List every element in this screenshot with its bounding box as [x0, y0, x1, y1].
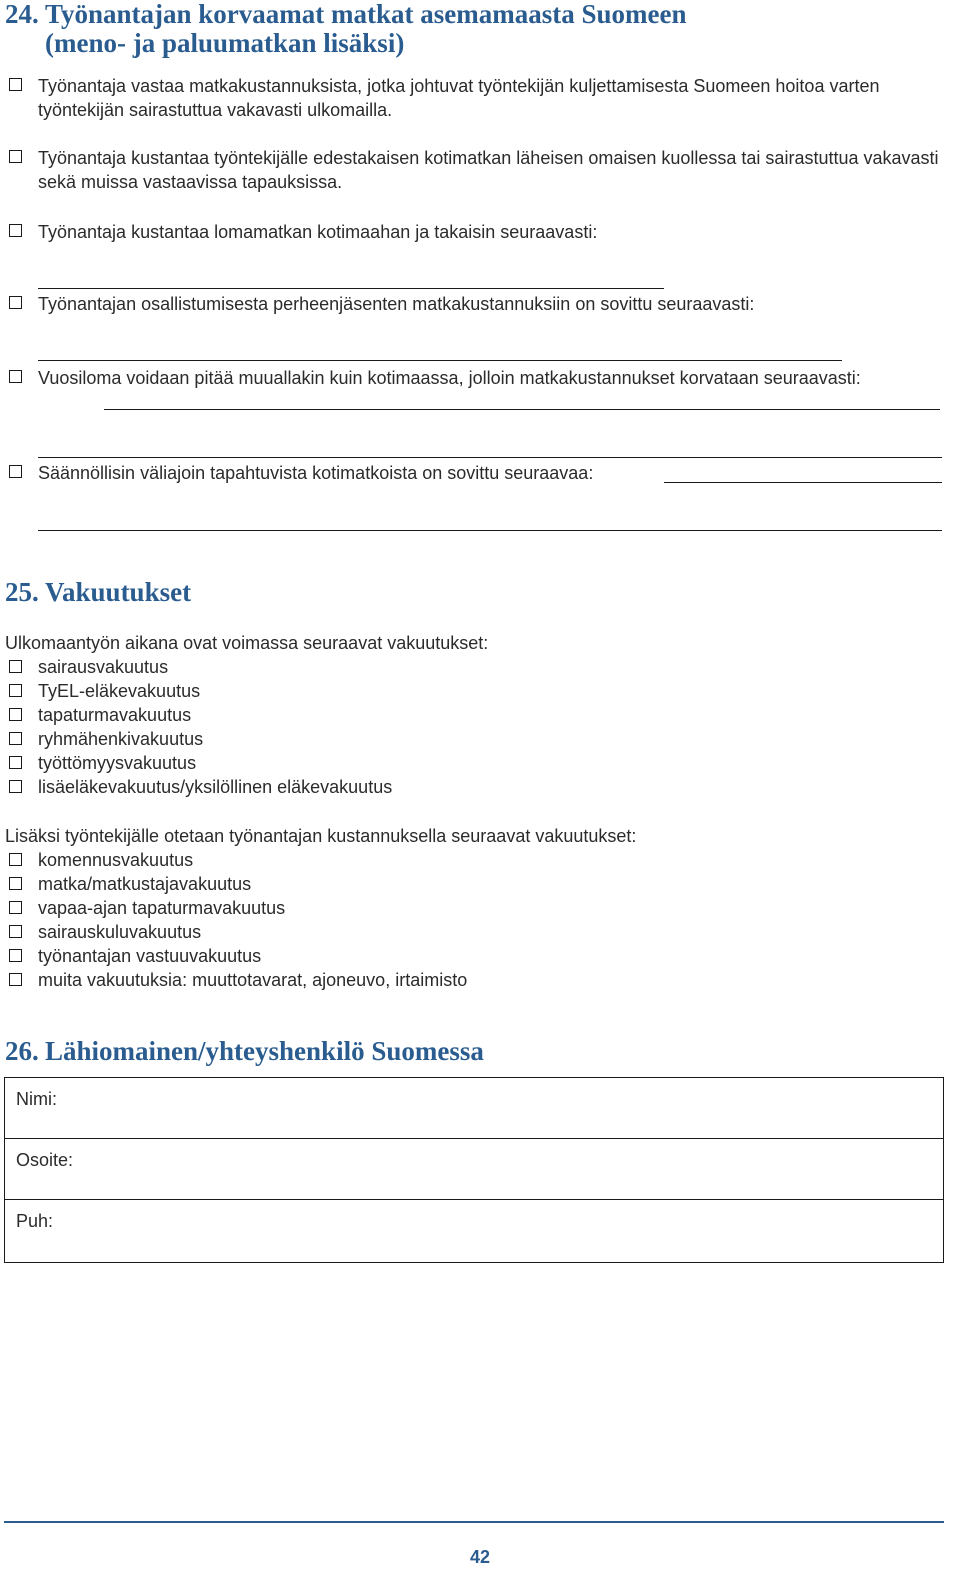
section-title: Vakuutukset	[45, 577, 192, 607]
section-number: 24.	[5, 0, 39, 29]
checkbox-label: ryhmähenkivakuutus	[38, 729, 204, 749]
list-item	[0, 944, 467, 968]
checkbox-label: sairausvakuutus	[38, 657, 169, 677]
checkbox-label: työttömyysvakuutus	[38, 753, 197, 773]
list-item	[0, 848, 467, 872]
checkbox-label: sairauskuluvakuutus	[38, 922, 202, 942]
checkbox[interactable]	[9, 853, 22, 866]
checkbox-item	[0, 220, 945, 244]
field-label: Puh:	[16, 1211, 54, 1231]
field-label: Nimi:	[16, 1089, 57, 1109]
section-number: 25.	[5, 577, 39, 607]
checkbox[interactable]	[9, 78, 22, 91]
checkbox[interactable]	[9, 973, 22, 986]
checkbox-label: vapaa-ajan tapaturmavakuutus	[38, 898, 286, 918]
checkbox-label: TyEL-eläkevakuutus	[38, 681, 201, 701]
footer-divider	[4, 1521, 944, 1523]
list-item	[0, 655, 392, 679]
checkbox[interactable]	[9, 949, 22, 962]
list-item	[0, 727, 392, 751]
name-field[interactable]	[5, 1078, 943, 1139]
checkbox[interactable]	[9, 684, 22, 697]
checkbox-label: Työnantaja kustantaa lomamatkan kotimaahan ja takaisin seuraavasti:	[38, 222, 598, 242]
checkbox-label: Säännöllisin väliajoin tapahtuvista kotimatkoista on sovittu seuraavaa:	[38, 463, 594, 483]
answer-line[interactable]	[104, 409, 940, 410]
checkbox-item	[0, 74, 945, 122]
answer-line[interactable]	[38, 360, 842, 361]
answer-line[interactable]	[38, 530, 942, 531]
checkbox-label: tapaturmavakuutus	[38, 705, 192, 725]
checkbox[interactable]	[9, 224, 22, 237]
checkbox[interactable]	[9, 296, 22, 309]
checkbox-label: Työnantaja vastaa matkakustannuksista, jotka johtuvat työntekijän kuljettamisesta Suomeen hoitoa varten työntekijän sairastuttua vakavasti ulkomailla.	[38, 76, 880, 120]
list-item	[0, 775, 392, 799]
checkbox[interactable]	[9, 756, 22, 769]
list-item	[0, 679, 392, 703]
checkbox[interactable]	[9, 708, 22, 721]
section-25-heading	[5, 578, 191, 607]
checkbox-label: komennusvakuutus	[38, 850, 194, 870]
section-subtitle: (meno- ja paluumatkan lisäksi)	[45, 28, 405, 58]
section-26-heading	[5, 1037, 484, 1066]
additional-insurance-intro: Lisäksi työntekijälle otetaan työnantajan kustannuksella seuraavat vakuutukset:	[5, 826, 637, 846]
answer-line[interactable]	[38, 457, 942, 458]
section-number: 26.	[5, 1036, 39, 1066]
insurance-intro: Ulkomaantyön aikana ovat voimassa seuraavat vakuutukset:	[5, 633, 489, 653]
insurance-list	[0, 655, 392, 799]
checkbox[interactable]	[9, 465, 22, 478]
checkbox[interactable]	[9, 150, 22, 163]
checkbox[interactable]	[9, 925, 22, 938]
answer-line[interactable]	[38, 288, 664, 289]
section-title: Työnantajan korvaamat matkat asemamaasta Suomeen	[45, 0, 687, 29]
page-number: 42	[469, 1547, 491, 1567]
checkbox-label: matka/matkustajavakuutus	[38, 874, 252, 894]
checkbox-label: Työnantaja kustantaa työntekijälle edestakaisen kotimatkan läheisen omaisen kuollessa tai sairastuttua vakavasti sekä muissa vastaavissa tapauksissa.	[38, 148, 939, 192]
contact-table	[4, 1077, 944, 1263]
list-item	[0, 968, 467, 992]
checkbox[interactable]	[9, 901, 22, 914]
section-24-heading	[5, 0, 687, 58]
list-item	[0, 703, 392, 727]
field-label: Osoite:	[16, 1150, 74, 1170]
checkbox[interactable]	[9, 877, 22, 890]
list-item	[0, 896, 467, 920]
checkbox-label: Työnantajan osallistumisesta perheenjäsenten matkakustannuksiin on sovittu seuraavasti:	[38, 294, 755, 314]
checkbox-item	[0, 146, 945, 194]
checkbox-label: lisäeläkevakuutus/yksilöllinen eläkevakuutus	[38, 777, 393, 797]
checkbox-item	[0, 366, 945, 390]
section-title: Lähiomainen/yhteyshenkilö Suomessa	[45, 1036, 484, 1066]
checkbox[interactable]	[9, 370, 22, 383]
phone-field[interactable]	[5, 1200, 943, 1261]
checkbox[interactable]	[9, 780, 22, 793]
checkbox-item	[0, 292, 945, 316]
list-item	[0, 751, 392, 775]
checkbox-label: Vuosiloma voidaan pitää muuallakin kuin kotimaassa, jolloin matkakustannukset korvataan seuraavasti:	[38, 368, 861, 388]
answer-line[interactable]	[664, 482, 942, 483]
checkbox-label: työnantajan vastuuvakuutus	[38, 946, 262, 966]
additional-insurance-list	[0, 848, 467, 992]
list-item	[0, 872, 467, 896]
list-item	[0, 920, 467, 944]
address-field[interactable]	[5, 1139, 943, 1200]
checkbox-label: muita vakuutuksia: muuttotavarat, ajoneuvo, irtaimisto	[38, 970, 468, 990]
checkbox[interactable]	[9, 660, 22, 673]
checkbox[interactable]	[9, 732, 22, 745]
